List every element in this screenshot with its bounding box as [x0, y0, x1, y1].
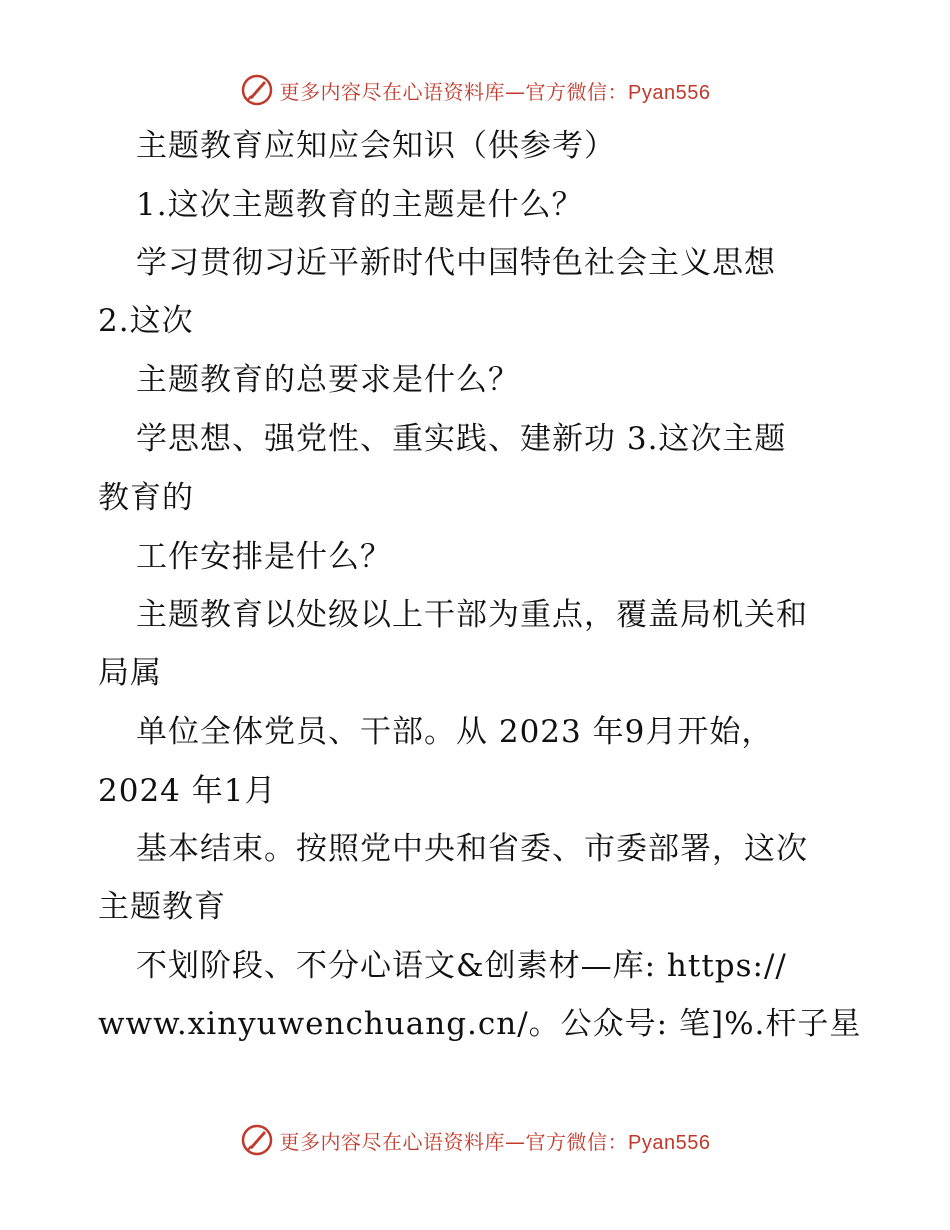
answer-line: 基本结束。按照党中央和省委、市委部署，这次 [136, 831, 808, 867]
quill-pen-icon [240, 73, 274, 107]
watermark-text [280, 76, 711, 105]
answer-line: 学思想、强党性、重实践、建新功 3.这次主题 [136, 421, 787, 457]
answer-line: www.xinyuwenchuang.cn/。公众号: 笔]%.杆子星 [98, 1006, 862, 1042]
question-line: 教育的 [98, 480, 194, 516]
question-line: 工作安排是什么？ [136, 539, 392, 575]
answer-line: 2024 年1月 [98, 773, 277, 809]
answer-line: 学习贯彻习近平新时代中国特色社会主义思想 [136, 245, 776, 281]
question-line: 主题教育的总要求是什么？ [136, 362, 520, 398]
watermark-id: Pyan556 [628, 81, 711, 104]
watermark-id: Pyan556 [628, 1131, 711, 1154]
answer-line: 单位全体党员、干部。从 2023 年9月开始， [136, 714, 774, 750]
question-line: 1.这次主题教育的主题是什么？ [136, 187, 584, 223]
answer-line: 局属 [98, 655, 162, 691]
watermark-label: 官方微信： [525, 79, 629, 104]
watermark-text [280, 1126, 711, 1155]
answer-line: 不划阶段、不分心语文&创素材—库: https:// [136, 948, 787, 984]
watermark-main: 更多内容尽在心语资料库— [279, 1129, 526, 1154]
watermark-label: 官方微信： [525, 1129, 629, 1154]
footer-watermark [0, 1120, 950, 1160]
quill-pen-icon [240, 1123, 274, 1157]
question-line: 2.这次 [98, 303, 194, 339]
header-watermark [0, 70, 950, 110]
answer-line: 主题教育以处级以上干部为重点，覆盖局机关和 [136, 597, 808, 633]
answer-line: 主题教育 [98, 889, 226, 925]
document-title: 主题教育应知应会知识（供参考） [136, 128, 616, 164]
watermark-main: 更多内容尽在心语资料库— [279, 79, 526, 104]
